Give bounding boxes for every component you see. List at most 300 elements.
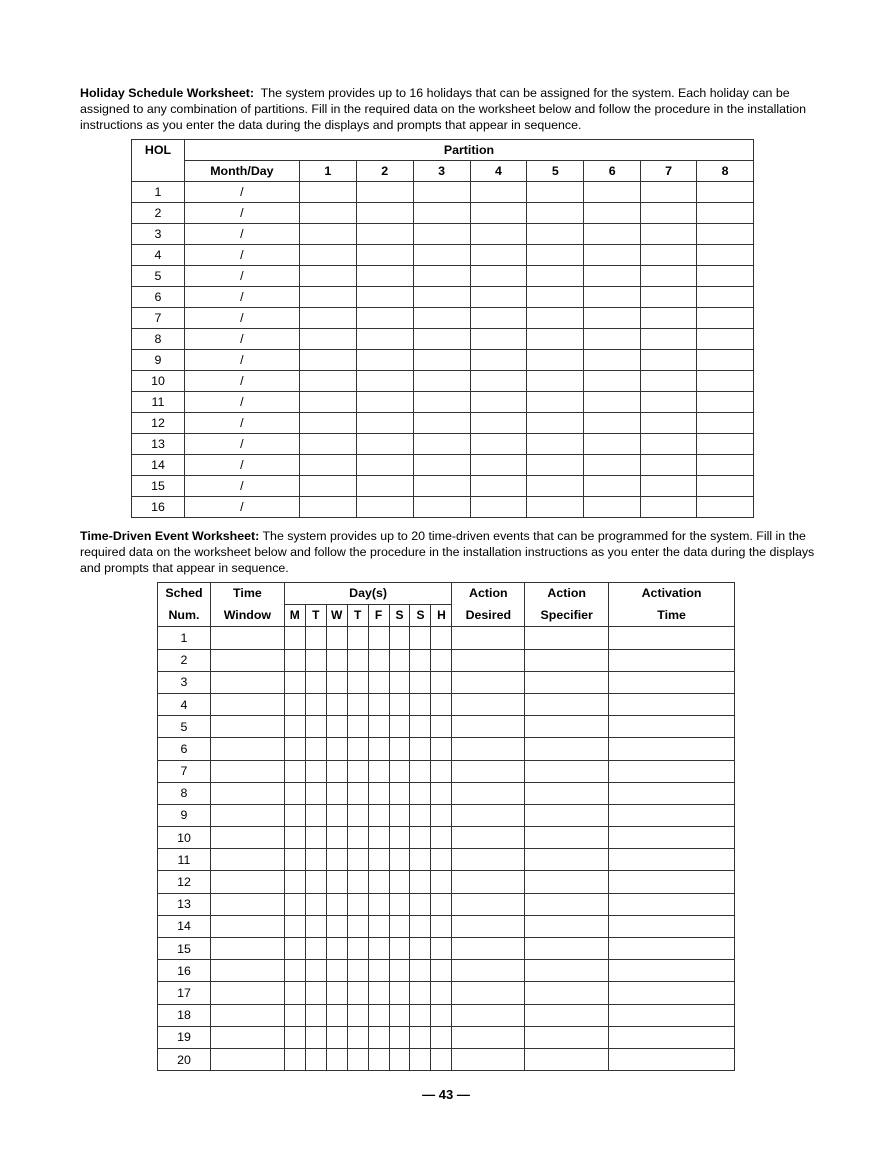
event-field[interactable] <box>326 915 347 937</box>
event-field[interactable] <box>368 1026 389 1048</box>
event-field[interactable] <box>431 671 452 693</box>
event-field[interactable] <box>284 716 305 738</box>
event-field[interactable] <box>347 649 368 671</box>
event-field[interactable] <box>305 671 326 693</box>
event-field[interactable] <box>347 804 368 826</box>
event-field[interactable] <box>609 871 735 893</box>
partition-field[interactable] <box>470 392 527 413</box>
partition-field[interactable] <box>641 497 697 518</box>
partition-field[interactable] <box>584 329 641 350</box>
partition-field[interactable] <box>527 350 584 371</box>
event-field[interactable] <box>368 782 389 804</box>
event-field[interactable] <box>210 849 284 871</box>
event-field[interactable] <box>609 1026 735 1048</box>
event-field[interactable] <box>305 804 326 826</box>
event-field[interactable] <box>368 760 389 782</box>
event-field[interactable] <box>410 649 431 671</box>
partition-field[interactable] <box>413 203 470 224</box>
partition-field[interactable] <box>470 413 527 434</box>
partition-field[interactable] <box>356 392 413 413</box>
partition-field[interactable] <box>641 245 697 266</box>
holiday-date-field[interactable]: / <box>184 476 299 497</box>
holiday-date-field[interactable]: / <box>184 329 299 350</box>
event-field[interactable] <box>326 960 347 982</box>
event-field[interactable] <box>389 804 410 826</box>
event-field[interactable] <box>284 627 305 649</box>
partition-field[interactable] <box>697 497 754 518</box>
event-field[interactable] <box>389 738 410 760</box>
event-field[interactable] <box>609 1004 735 1026</box>
event-field[interactable] <box>284 804 305 826</box>
partition-field[interactable] <box>697 350 754 371</box>
event-field[interactable] <box>326 827 347 849</box>
event-field[interactable] <box>609 938 735 960</box>
event-field[interactable] <box>609 804 735 826</box>
partition-field[interactable] <box>356 497 413 518</box>
event-field[interactable] <box>431 893 452 915</box>
partition-field[interactable] <box>527 182 584 203</box>
partition-field[interactable] <box>299 329 356 350</box>
partition-field[interactable] <box>299 434 356 455</box>
event-field[interactable] <box>410 982 431 1004</box>
partition-field[interactable] <box>470 329 527 350</box>
event-field[interactable] <box>431 716 452 738</box>
partition-field[interactable] <box>470 455 527 476</box>
event-field[interactable] <box>452 760 525 782</box>
event-field[interactable] <box>609 716 735 738</box>
holiday-date-field[interactable]: / <box>184 182 299 203</box>
event-field[interactable] <box>389 982 410 1004</box>
event-field[interactable] <box>368 915 389 937</box>
partition-field[interactable] <box>299 266 356 287</box>
event-field[interactable] <box>609 671 735 693</box>
event-field[interactable] <box>284 760 305 782</box>
event-field[interactable] <box>284 915 305 937</box>
event-field[interactable] <box>452 915 525 937</box>
partition-field[interactable] <box>356 308 413 329</box>
event-field[interactable] <box>452 1004 525 1026</box>
event-field[interactable] <box>326 1026 347 1048</box>
event-field[interactable] <box>410 671 431 693</box>
event-field[interactable] <box>431 804 452 826</box>
partition-field[interactable] <box>413 245 470 266</box>
event-field[interactable] <box>525 1048 609 1070</box>
event-field[interactable] <box>305 760 326 782</box>
event-field[interactable] <box>305 627 326 649</box>
event-field[interactable] <box>431 649 452 671</box>
partition-field[interactable] <box>527 203 584 224</box>
event-field[interactable] <box>210 960 284 982</box>
event-field[interactable] <box>305 716 326 738</box>
event-field[interactable] <box>452 827 525 849</box>
event-field[interactable] <box>347 938 368 960</box>
event-field[interactable] <box>389 893 410 915</box>
partition-field[interactable] <box>527 497 584 518</box>
event-field[interactable] <box>368 982 389 1004</box>
event-field[interactable] <box>609 1048 735 1070</box>
event-field[interactable] <box>368 671 389 693</box>
event-field[interactable] <box>210 1048 284 1070</box>
event-field[interactable] <box>431 960 452 982</box>
event-field[interactable] <box>305 960 326 982</box>
event-field[interactable] <box>525 627 609 649</box>
event-field[interactable] <box>284 827 305 849</box>
event-field[interactable] <box>431 627 452 649</box>
event-field[interactable] <box>347 915 368 937</box>
event-field[interactable] <box>452 649 525 671</box>
event-field[interactable] <box>347 671 368 693</box>
event-field[interactable] <box>431 782 452 804</box>
event-field[interactable] <box>326 716 347 738</box>
event-field[interactable] <box>347 716 368 738</box>
event-field[interactable] <box>431 738 452 760</box>
partition-field[interactable] <box>356 203 413 224</box>
holiday-date-field[interactable]: / <box>184 350 299 371</box>
event-field[interactable] <box>305 938 326 960</box>
partition-field[interactable] <box>584 413 641 434</box>
event-field[interactable] <box>452 804 525 826</box>
event-field[interactable] <box>368 1048 389 1070</box>
event-field[interactable] <box>368 849 389 871</box>
event-field[interactable] <box>609 915 735 937</box>
partition-field[interactable] <box>584 434 641 455</box>
event-field[interactable] <box>609 738 735 760</box>
event-field[interactable] <box>410 1026 431 1048</box>
event-field[interactable] <box>326 804 347 826</box>
event-field[interactable] <box>389 827 410 849</box>
event-field[interactable] <box>347 893 368 915</box>
event-field[interactable] <box>525 649 609 671</box>
partition-field[interactable] <box>697 203 754 224</box>
event-field[interactable] <box>305 1048 326 1070</box>
partition-field[interactable] <box>527 392 584 413</box>
event-field[interactable] <box>389 1048 410 1070</box>
event-field[interactable] <box>452 938 525 960</box>
event-field[interactable] <box>389 1004 410 1026</box>
partition-field[interactable] <box>413 434 470 455</box>
event-field[interactable] <box>347 760 368 782</box>
event-field[interactable] <box>284 1026 305 1048</box>
event-field[interactable] <box>210 1026 284 1048</box>
partition-field[interactable] <box>470 308 527 329</box>
event-field[interactable] <box>525 893 609 915</box>
event-field[interactable] <box>410 871 431 893</box>
event-field[interactable] <box>210 716 284 738</box>
partition-field[interactable] <box>413 413 470 434</box>
partition-field[interactable] <box>470 224 527 245</box>
event-field[interactable] <box>389 760 410 782</box>
partition-field[interactable] <box>641 182 697 203</box>
event-field[interactable] <box>305 782 326 804</box>
event-field[interactable] <box>410 938 431 960</box>
event-field[interactable] <box>410 693 431 715</box>
event-field[interactable] <box>305 915 326 937</box>
event-field[interactable] <box>326 738 347 760</box>
partition-field[interactable] <box>299 476 356 497</box>
event-field[interactable] <box>347 627 368 649</box>
partition-field[interactable] <box>299 308 356 329</box>
event-field[interactable] <box>431 693 452 715</box>
event-field[interactable] <box>431 915 452 937</box>
partition-field[interactable] <box>356 182 413 203</box>
event-field[interactable] <box>284 782 305 804</box>
event-field[interactable] <box>389 1026 410 1048</box>
event-field[interactable] <box>347 1004 368 1026</box>
partition-field[interactable] <box>697 476 754 497</box>
holiday-date-field[interactable]: / <box>184 455 299 476</box>
event-field[interactable] <box>452 1048 525 1070</box>
partition-field[interactable] <box>641 350 697 371</box>
event-field[interactable] <box>609 893 735 915</box>
partition-field[interactable] <box>697 329 754 350</box>
event-field[interactable] <box>525 827 609 849</box>
partition-field[interactable] <box>641 392 697 413</box>
partition-field[interactable] <box>641 413 697 434</box>
partition-field[interactable] <box>527 434 584 455</box>
partition-field[interactable] <box>697 455 754 476</box>
event-field[interactable] <box>284 693 305 715</box>
event-field[interactable] <box>368 649 389 671</box>
event-field[interactable] <box>368 716 389 738</box>
event-field[interactable] <box>609 827 735 849</box>
event-field[interactable] <box>210 693 284 715</box>
event-field[interactable] <box>410 1004 431 1026</box>
partition-field[interactable] <box>697 182 754 203</box>
event-field[interactable] <box>389 938 410 960</box>
partition-field[interactable] <box>356 371 413 392</box>
partition-field[interactable] <box>584 224 641 245</box>
event-field[interactable] <box>431 982 452 1004</box>
event-field[interactable] <box>347 1048 368 1070</box>
partition-field[interactable] <box>584 287 641 308</box>
event-field[interactable] <box>347 693 368 715</box>
partition-field[interactable] <box>470 266 527 287</box>
partition-field[interactable] <box>299 413 356 434</box>
event-field[interactable] <box>389 871 410 893</box>
event-field[interactable] <box>389 915 410 937</box>
partition-field[interactable] <box>413 350 470 371</box>
holiday-date-field[interactable]: / <box>184 497 299 518</box>
partition-field[interactable] <box>641 203 697 224</box>
partition-field[interactable] <box>413 371 470 392</box>
event-field[interactable] <box>525 738 609 760</box>
event-field[interactable] <box>431 938 452 960</box>
event-field[interactable] <box>284 938 305 960</box>
partition-field[interactable] <box>299 245 356 266</box>
event-field[interactable] <box>368 627 389 649</box>
event-field[interactable] <box>368 938 389 960</box>
event-field[interactable] <box>525 760 609 782</box>
partition-field[interactable] <box>697 287 754 308</box>
event-field[interactable] <box>326 627 347 649</box>
event-field[interactable] <box>389 671 410 693</box>
event-field[interactable] <box>609 693 735 715</box>
event-field[interactable] <box>368 960 389 982</box>
event-field[interactable] <box>326 893 347 915</box>
event-field[interactable] <box>210 627 284 649</box>
event-field[interactable] <box>431 1026 452 1048</box>
partition-field[interactable] <box>356 455 413 476</box>
event-field[interactable] <box>525 960 609 982</box>
holiday-date-field[interactable]: / <box>184 434 299 455</box>
partition-field[interactable] <box>584 245 641 266</box>
partition-field[interactable] <box>697 413 754 434</box>
partition-field[interactable] <box>697 371 754 392</box>
partition-field[interactable] <box>413 182 470 203</box>
partition-field[interactable] <box>470 371 527 392</box>
event-field[interactable] <box>452 871 525 893</box>
partition-field[interactable] <box>413 224 470 245</box>
partition-field[interactable] <box>413 476 470 497</box>
event-field[interactable] <box>305 1004 326 1026</box>
partition-field[interactable] <box>584 266 641 287</box>
partition-field[interactable] <box>299 392 356 413</box>
partition-field[interactable] <box>413 497 470 518</box>
partition-field[interactable] <box>470 182 527 203</box>
event-field[interactable] <box>410 849 431 871</box>
event-field[interactable] <box>410 716 431 738</box>
partition-field[interactable] <box>413 308 470 329</box>
event-field[interactable] <box>389 782 410 804</box>
event-field[interactable] <box>210 738 284 760</box>
partition-field[interactable] <box>356 434 413 455</box>
partition-field[interactable] <box>299 224 356 245</box>
partition-field[interactable] <box>299 497 356 518</box>
event-field[interactable] <box>347 960 368 982</box>
event-field[interactable] <box>452 782 525 804</box>
event-field[interactable] <box>431 827 452 849</box>
partition-field[interactable] <box>299 350 356 371</box>
event-field[interactable] <box>410 960 431 982</box>
partition-field[interactable] <box>356 224 413 245</box>
event-field[interactable] <box>326 938 347 960</box>
event-field[interactable] <box>525 671 609 693</box>
partition-field[interactable] <box>697 245 754 266</box>
event-field[interactable] <box>347 827 368 849</box>
event-field[interactable] <box>210 938 284 960</box>
partition-field[interactable] <box>584 476 641 497</box>
partition-field[interactable] <box>527 371 584 392</box>
event-field[interactable] <box>410 893 431 915</box>
partition-field[interactable] <box>470 287 527 308</box>
partition-field[interactable] <box>584 497 641 518</box>
event-field[interactable] <box>609 849 735 871</box>
event-field[interactable] <box>368 893 389 915</box>
partition-field[interactable] <box>641 308 697 329</box>
event-field[interactable] <box>525 938 609 960</box>
event-field[interactable] <box>284 849 305 871</box>
event-field[interactable] <box>305 649 326 671</box>
event-field[interactable] <box>452 982 525 1004</box>
partition-field[interactable] <box>413 455 470 476</box>
partition-field[interactable] <box>697 308 754 329</box>
partition-field[interactable] <box>527 308 584 329</box>
partition-field[interactable] <box>356 350 413 371</box>
partition-field[interactable] <box>356 245 413 266</box>
partition-field[interactable] <box>697 434 754 455</box>
partition-field[interactable] <box>641 224 697 245</box>
event-field[interactable] <box>452 960 525 982</box>
partition-field[interactable] <box>356 329 413 350</box>
partition-field[interactable] <box>470 203 527 224</box>
holiday-date-field[interactable]: / <box>184 392 299 413</box>
partition-field[interactable] <box>641 329 697 350</box>
event-field[interactable] <box>410 827 431 849</box>
partition-field[interactable] <box>470 434 527 455</box>
event-field[interactable] <box>326 1004 347 1026</box>
event-field[interactable] <box>347 849 368 871</box>
holiday-date-field[interactable]: / <box>184 287 299 308</box>
event-field[interactable] <box>284 671 305 693</box>
event-field[interactable] <box>210 1004 284 1026</box>
event-field[interactable] <box>525 804 609 826</box>
event-field[interactable] <box>347 782 368 804</box>
event-field[interactable] <box>284 893 305 915</box>
event-field[interactable] <box>326 649 347 671</box>
event-field[interactable] <box>210 982 284 1004</box>
holiday-date-field[interactable]: / <box>184 371 299 392</box>
event-field[interactable] <box>410 1048 431 1070</box>
event-field[interactable] <box>452 849 525 871</box>
partition-field[interactable] <box>527 476 584 497</box>
event-field[interactable] <box>389 960 410 982</box>
partition-field[interactable] <box>413 392 470 413</box>
partition-field[interactable] <box>356 476 413 497</box>
event-field[interactable] <box>305 738 326 760</box>
event-field[interactable] <box>609 982 735 1004</box>
partition-field[interactable] <box>470 476 527 497</box>
partition-field[interactable] <box>584 371 641 392</box>
event-field[interactable] <box>368 827 389 849</box>
partition-field[interactable] <box>641 287 697 308</box>
event-field[interactable] <box>431 760 452 782</box>
event-field[interactable] <box>525 915 609 937</box>
event-field[interactable] <box>609 627 735 649</box>
event-field[interactable] <box>284 649 305 671</box>
event-field[interactable] <box>284 871 305 893</box>
event-field[interactable] <box>452 716 525 738</box>
partition-field[interactable] <box>527 413 584 434</box>
partition-field[interactable] <box>413 266 470 287</box>
event-field[interactable] <box>326 871 347 893</box>
event-field[interactable] <box>305 693 326 715</box>
event-field[interactable] <box>326 782 347 804</box>
event-field[interactable] <box>410 738 431 760</box>
holiday-date-field[interactable]: / <box>184 413 299 434</box>
event-field[interactable] <box>389 849 410 871</box>
event-field[interactable] <box>452 738 525 760</box>
event-field[interactable] <box>410 915 431 937</box>
partition-field[interactable] <box>584 182 641 203</box>
event-field[interactable] <box>284 1004 305 1026</box>
event-field[interactable] <box>410 782 431 804</box>
event-field[interactable] <box>431 849 452 871</box>
partition-field[interactable] <box>641 371 697 392</box>
event-field[interactable] <box>609 960 735 982</box>
event-field[interactable] <box>452 893 525 915</box>
event-field[interactable] <box>410 760 431 782</box>
event-field[interactable] <box>368 871 389 893</box>
event-field[interactable] <box>326 760 347 782</box>
event-field[interactable] <box>305 871 326 893</box>
holiday-date-field[interactable]: / <box>184 245 299 266</box>
partition-field[interactable] <box>299 287 356 308</box>
event-field[interactable] <box>210 871 284 893</box>
event-field[interactable] <box>284 960 305 982</box>
partition-field[interactable] <box>584 203 641 224</box>
holiday-date-field[interactable]: / <box>184 266 299 287</box>
event-field[interactable] <box>326 849 347 871</box>
